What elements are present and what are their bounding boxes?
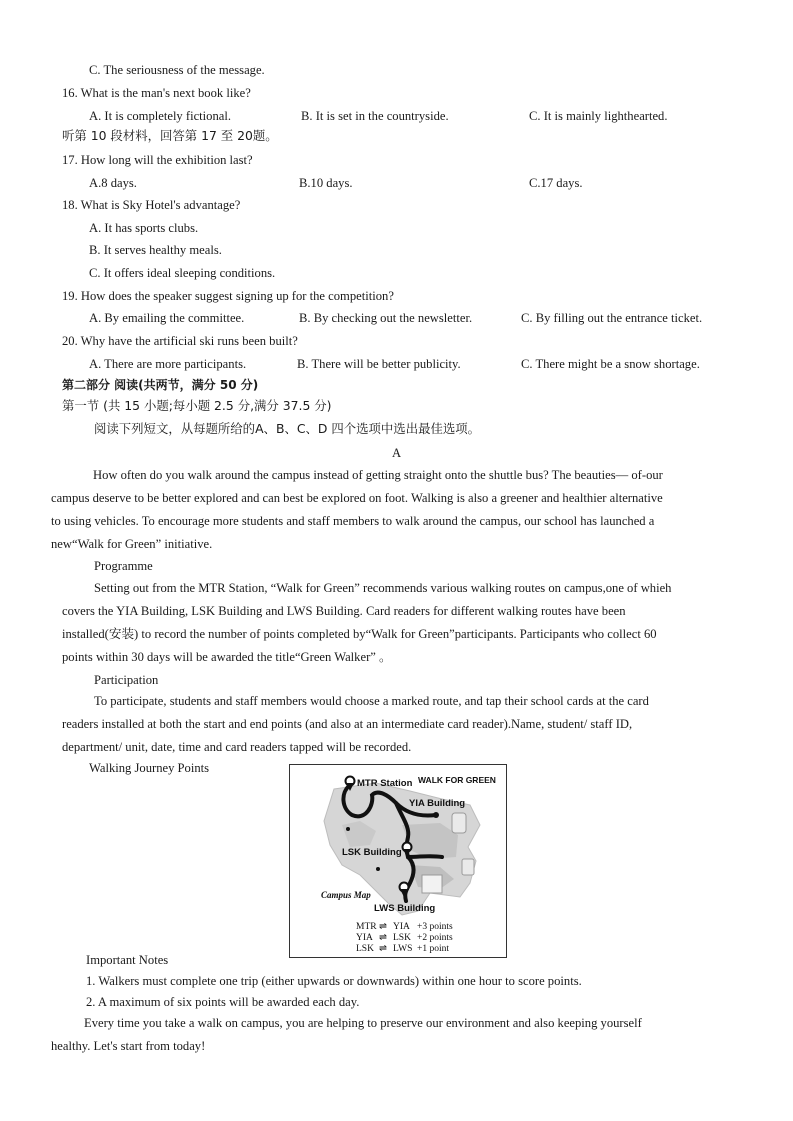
building-shape <box>462 859 474 875</box>
q17-stem: 17. How long will the exhibition last? <box>62 153 253 167</box>
closing-line-1: Every time you take a walk on campus, you are helping to preserve our environment and also keeping yourself <box>84 1016 642 1030</box>
intro-line-2: campus deserve to be better explored and can best be explored on foot. Walking is also a greener and healthier alternative <box>51 491 663 505</box>
intro-line-3: to using vehicles. To encourage more students and staff members to walk around the campus, our school has launched a <box>51 514 655 528</box>
exchange-arrows-icon: ⇌ <box>379 944 387 954</box>
programme-line-4: points within 30 days will be awarded the title“Green Walker” 。 <box>62 650 392 664</box>
section-one-title: 第一节 (共 15 小题;每小题 2.5 分,满分 37.5 分) <box>62 398 332 413</box>
legend-row-3-points: +1 point <box>417 944 450 954</box>
q18-option-c: C. It offers ideal sleeping conditions. <box>89 266 276 280</box>
intro-line-4: new“Walk for Green” initiative. <box>51 537 213 551</box>
q19-option-c: C. By filling out the entrance ticket. <box>521 311 703 325</box>
building-shape <box>452 813 466 833</box>
intro-line-1: How often do you walk around the campus instead of getting straight onto the shuttle bus? The beauties— of-our <box>93 468 663 482</box>
closing-line-2: healthy. Let's start from today! <box>51 1039 206 1053</box>
notes-heading: Important Notes <box>86 953 169 967</box>
part-two-title: 第二部分 阅读(共两节，满分 50 分) <box>62 378 259 392</box>
note-2: 2. A maximum of six points will be awarded each day. <box>86 995 360 1009</box>
q20-option-b: B. There will be better publicity. <box>297 357 461 371</box>
map-dot-icon <box>346 827 350 831</box>
note-1: 1. Walkers must complete one trip (either upwards or downwards) within one hour to score points. <box>86 974 582 988</box>
participation-paragraph <box>62 690 742 759</box>
yia-point-icon <box>433 812 439 818</box>
exchange-arrows-icon: ⇌ <box>379 933 387 943</box>
q19-option-b: B. By checking out the newsletter. <box>299 311 473 325</box>
q16-option-b: B. It is set in the countryside. <box>301 109 449 123</box>
legend-row-2-points: +2 points <box>417 933 453 943</box>
participation-heading: Participation <box>94 673 159 687</box>
q16-stem: 16. What is the man's next book like? <box>62 86 251 100</box>
q15-option-c: C. The seriousness of the message. <box>89 63 265 77</box>
participation-line-2: readers installed at both the start and end points (and also at an intermediate card reader).Name, student/ staff ID, <box>62 717 633 731</box>
q18-option-b: B. It serves healthy meals. <box>89 243 222 257</box>
programme-paragraph <box>62 577 742 669</box>
q19-option-a: A. By emailing the committee. <box>89 311 245 325</box>
q20-stem: 20. Why have the artificial ski runs been built? <box>62 334 298 348</box>
campus-map-label: Campus Map <box>321 890 371 900</box>
q17-option-c: C.17 days. <box>529 176 583 190</box>
q20-option-a: A. There are more participants. <box>89 357 247 371</box>
closing-paragraph <box>51 1012 742 1058</box>
q16-option-c: C. It is mainly lighthearted. <box>529 109 668 123</box>
lws-building-label: LWS Building <box>374 903 436 914</box>
q18-option-a: A. It has sports clubs. <box>89 221 199 235</box>
legend-row-2-from: YIA <box>356 933 373 943</box>
campus-map-graphic <box>290 765 506 957</box>
participation-line-3: department/ unit, date, time and card readers tapped will be recorded. <box>62 740 412 754</box>
q20-option-c: C. There might be a snow shortage. <box>521 357 700 371</box>
legend-row-3-from: LSK <box>356 944 374 954</box>
programme-heading: Programme <box>94 559 153 573</box>
points-heading: Walking Journey Points <box>89 761 210 775</box>
q16-option-a: A. It is completely fictional. <box>89 109 231 123</box>
passage-label: A <box>391 446 402 460</box>
q17-option-a: A.8 days. <box>89 176 137 190</box>
legend-row-2-to: LSK <box>393 933 411 943</box>
legend-row-3-to: LWS <box>393 944 413 954</box>
q18-stem: 18. What is Sky Hotel's advantage? <box>62 198 241 212</box>
legend-row-1-points: +3 points <box>417 922 453 932</box>
map-dot-icon <box>376 867 380 871</box>
yia-building-label: YIA Building <box>409 798 466 809</box>
q17-option-b: B.10 days. <box>299 176 353 190</box>
section10-instruction: 听第 10 段材料，回答第 17 至 20题。 <box>62 128 278 143</box>
participation-line-1: To participate, students and staff members would choose a marked route, and tap their school cards at the card <box>94 694 649 708</box>
mtr-station-label: MTR Station <box>357 778 413 789</box>
intro-paragraph <box>51 464 742 556</box>
legend-row-1-from: MTR <box>356 922 377 932</box>
programme-line-2: covers the YIA Building, LSK Building and LWS Building. Card readers for different walking routes have been <box>62 604 626 618</box>
campus-map-figure <box>289 764 507 958</box>
lsk-building-label: LSK Building <box>342 847 402 858</box>
reading-instruction: 阅读下列短文，从每题所给的A、B、C、D 四个选项中选出最佳选项。 <box>94 421 481 436</box>
exchange-arrows-icon: ⇌ <box>379 922 387 932</box>
legend-row-1-to: YIA <box>393 922 410 932</box>
building-shape <box>422 875 442 893</box>
walk-for-green-logo: WALK FOR GREEN <box>418 775 496 785</box>
q19-stem: 19. How does the speaker suggest signing up for the competition? <box>62 289 394 303</box>
points-legend <box>356 922 453 954</box>
programme-line-1: Setting out from the MTR Station, “Walk for Green” recommends various walking routes on campus,one of whieh <box>94 581 672 595</box>
programme-line-3: installed(安装) to record the number of points completed by“Walk for Green”participants. Participants who collect 60 <box>62 627 657 641</box>
